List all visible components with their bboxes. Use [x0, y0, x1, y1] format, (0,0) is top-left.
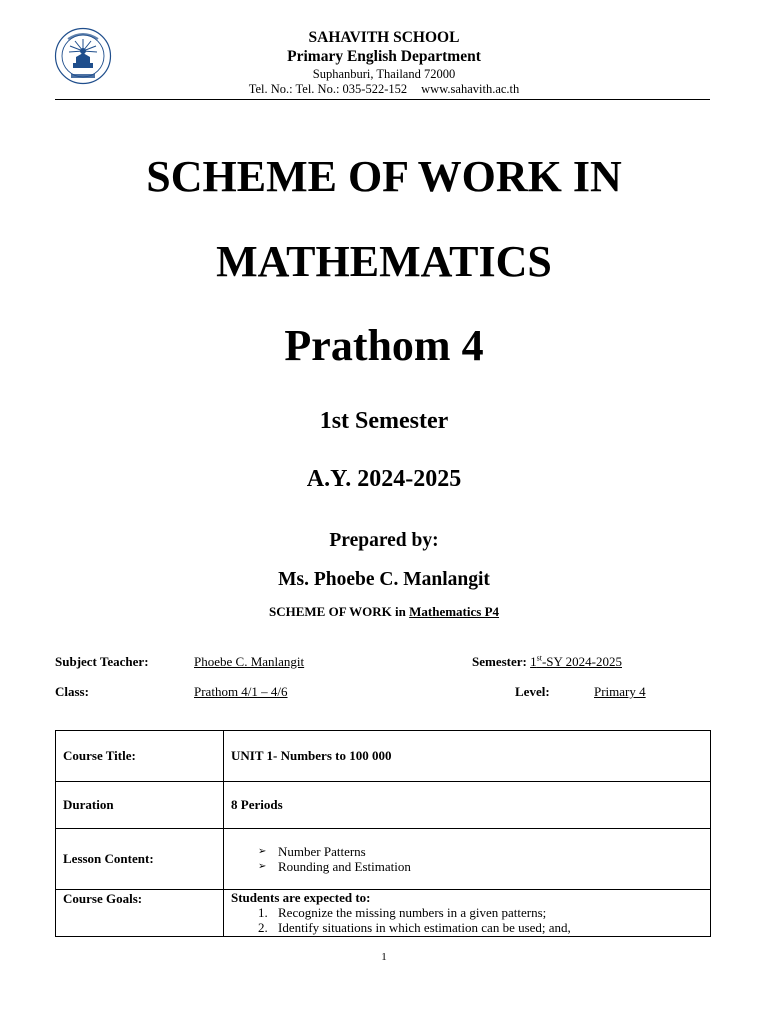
- document-title-line-2: MATHEMATICS: [216, 237, 552, 286]
- arrow-bullet-icon: ➢: [258, 861, 267, 872]
- semester-value: [530, 654, 622, 669]
- semester-heading: 1st Semester: [319, 408, 449, 434]
- lesson-content-label: Lesson Content:: [56, 829, 224, 890]
- duration-label: Duration: [56, 782, 224, 829]
- level-label: Level:: [515, 684, 550, 699]
- semester-value-year: -SY 2024-2025: [541, 654, 622, 669]
- table-row-course-title: [56, 731, 711, 782]
- list-item: [258, 859, 703, 874]
- school-name: SAHAVITH SCHOOL: [308, 29, 460, 46]
- goal-text: Recognize the missing numbers in a given patterns;: [278, 905, 547, 920]
- level-value: Primary 4: [594, 684, 646, 699]
- goal-text: Identify situations in which estimation can be used; and,: [278, 920, 571, 935]
- academic-year-heading: A.Y. 2024-2025: [306, 466, 462, 492]
- table-row-duration: [56, 782, 711, 829]
- prepared-by-label: Prepared by:: [329, 530, 439, 551]
- course-details-table: [55, 730, 711, 937]
- lesson-topic: Number Patterns: [278, 844, 366, 859]
- page-number: 1: [381, 951, 387, 963]
- lesson-content-value: [224, 829, 711, 890]
- semester-label: Semester:: [472, 654, 527, 669]
- duration-value: 8 Periods: [224, 782, 711, 829]
- phone-number: Tel. No.: Tel. No.: 035-522-152: [248, 82, 408, 96]
- website-link[interactable]: www.sahavith.ac.th: [421, 82, 520, 96]
- header-divider: [55, 99, 710, 100]
- department-name: Primary English Department: [287, 48, 481, 65]
- course-title-label: Course Title:: [56, 731, 224, 782]
- table-row-lesson-content: [56, 829, 711, 890]
- scheme-subject: Mathematics P4: [409, 604, 500, 619]
- list-item: [258, 920, 703, 935]
- semester-field: [472, 654, 622, 670]
- course-goals-list: [231, 905, 703, 935]
- preparer-name: Ms. Phoebe C. Manlangit: [278, 569, 490, 590]
- class-label: Class:: [55, 684, 89, 699]
- scheme-subtitle-prefix: SCHEME OF WORK in: [268, 604, 410, 619]
- list-item: [258, 844, 703, 859]
- list-item: [258, 905, 703, 920]
- arrow-bullet-icon: ➢: [258, 846, 267, 857]
- goal-number: 1.: [258, 905, 268, 920]
- class-value: Prathom 4/1 – 4/6: [194, 684, 288, 699]
- semester-value-number: 1: [530, 654, 537, 669]
- school-address: Suphanburi, Thailand 72000: [312, 67, 456, 81]
- scheme-subtitle: [0, 604, 768, 620]
- teacher-label: Subject Teacher:: [55, 654, 149, 669]
- teacher-value: Phoebe C. Manlangit: [194, 654, 305, 669]
- course-goals-intro: Students are expected to:: [231, 890, 371, 905]
- course-goals-value: [224, 890, 711, 937]
- semester-value-suffix: st: [536, 653, 542, 663]
- lesson-topic: Rounding and Estimation: [278, 859, 411, 874]
- contact-line: [0, 82, 768, 97]
- goal-number: 2.: [258, 920, 268, 935]
- document-title-grade: Prathom 4: [284, 321, 484, 370]
- course-goals-label: Course Goals:: [56, 890, 224, 937]
- lesson-content-list: [231, 844, 703, 874]
- course-title-value: UNIT 1- Numbers to 100 000: [224, 731, 711, 782]
- document-title-line-1: SCHEME OF WORK IN: [146, 152, 622, 201]
- table-row-course-goals: [56, 890, 711, 937]
